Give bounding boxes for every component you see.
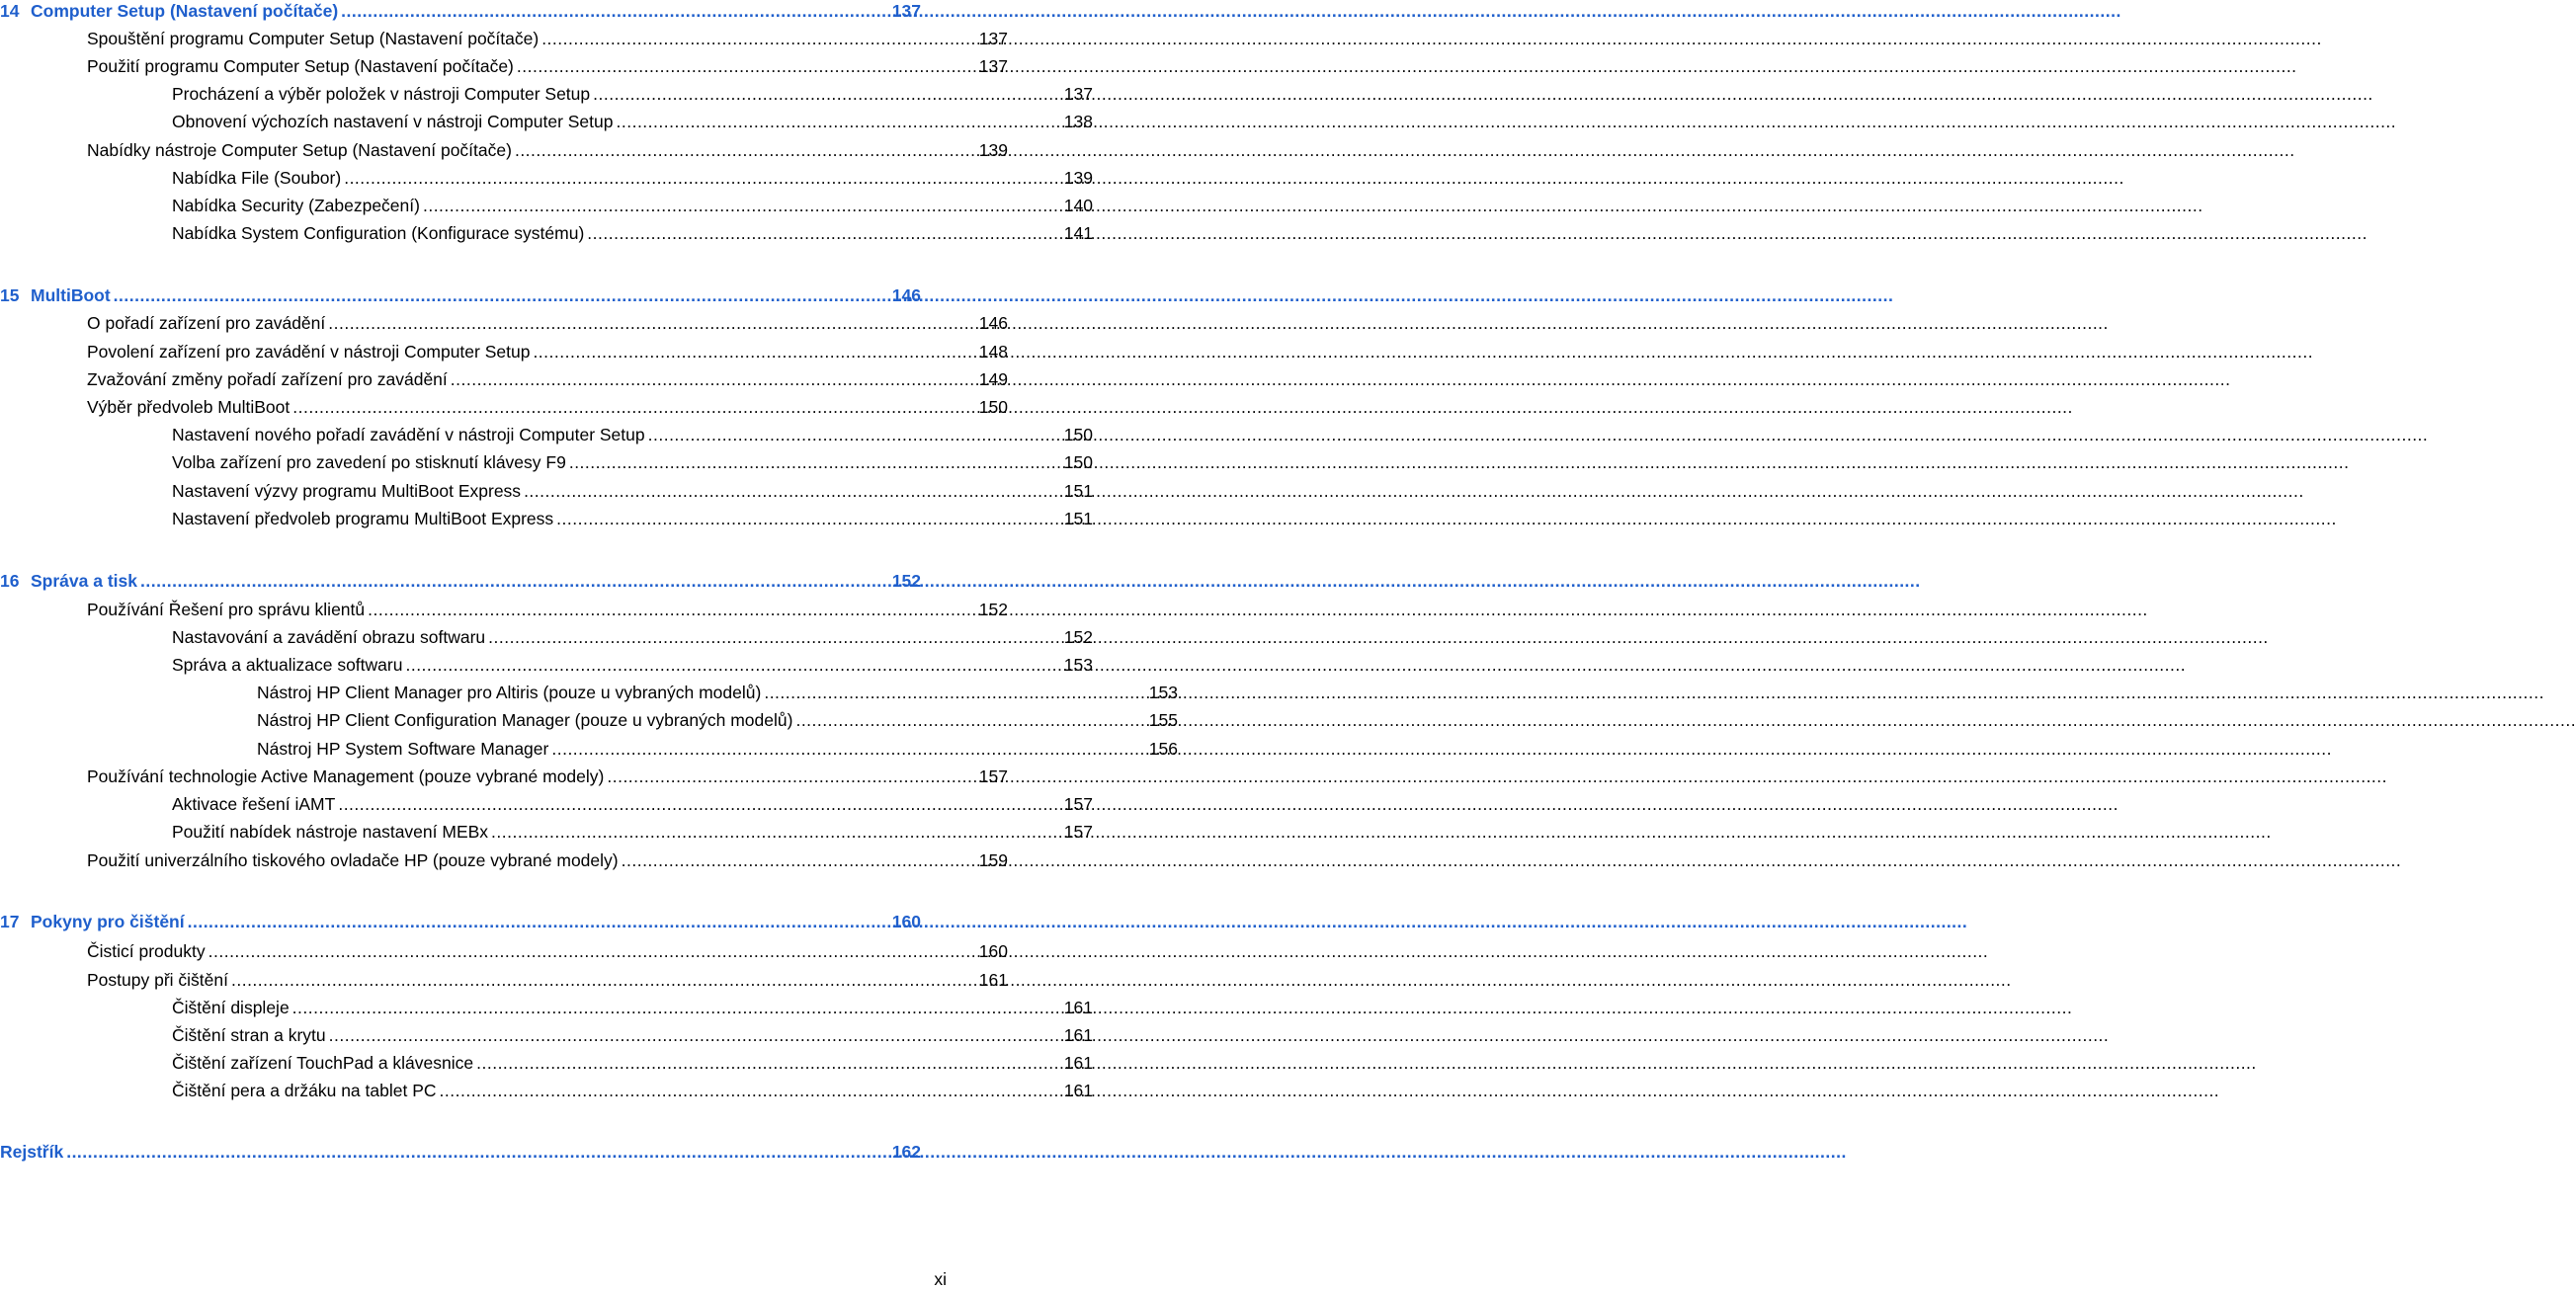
entry-title-text: Čištění pera a držáku na tablet PC [172,1081,437,1100]
toc-page-number: 141 [1063,223,1093,243]
toc-chapter-entry[interactable] [0,1141,921,1163]
toc-page-number: 151 [1063,509,1093,528]
toc-page-number: 161 [1063,1053,1093,1073]
dot-leader [405,654,1060,676]
dot-leader [524,480,1061,502]
toc-page-number: 146 [891,285,921,305]
toc-entry[interactable] [0,821,1093,843]
entry-title-text: Nastavení výzvy programu MultiBoot Express [172,481,522,501]
entry-title-text: Obnovení výchozích nastavení v nástroji Computer Setup [172,112,614,131]
toc-entry-title [257,738,551,760]
entry-title-text: Nastavování a zavádění obrazu softwaru [172,627,486,647]
chapter-number: 15 [0,285,20,305]
chapter-number: 16 [0,571,20,591]
toc-page-number: 156 [1148,739,1178,759]
entry-title-text: Zvažování změny pořadí zařízení pro zavádění [87,369,448,389]
entry-title-text: Povolení zařízení pro zavádění v nástroji Computer Setup [87,342,531,362]
toc-page-number: 139 [978,140,1008,160]
dot-leader [622,849,976,871]
entry-title-text: Nabídky nástroje Computer Setup (Nastavení počítače) [87,140,512,160]
dot-leader [476,1052,1061,1074]
dot-leader [515,139,976,161]
toc-entry-title [172,111,617,132]
entry-title-text: Nastavení předvoleb programu MultiBoot Express [172,509,554,528]
toc-entry[interactable] [0,738,1178,760]
toc-entry-title [87,341,533,363]
toc-chapter-entry[interactable] [0,911,921,932]
toc-entry[interactable] [0,849,1008,871]
toc-entry[interactable] [0,83,1093,105]
toc-entry-title [172,424,648,445]
toc-page-number: 137 [978,56,1008,76]
toc-entry[interactable] [0,997,1093,1018]
dot-leader [329,1024,1061,1046]
toc-entry[interactable] [0,451,1093,473]
toc-entry[interactable] [0,1080,1093,1101]
toc-entry[interactable] [0,969,1008,991]
toc-entry-title [87,766,607,787]
dot-leader [208,940,976,962]
toc-page-number: 152 [891,571,921,591]
dot-leader [593,83,1061,105]
toc-chapter-entry[interactable] [0,284,921,306]
toc-entry-title [87,396,292,418]
dot-leader [344,167,1061,189]
toc-entry-title [0,570,140,592]
dot-leader [551,738,1145,760]
toc-page-number: 150 [1063,452,1093,472]
toc-entry-title [172,508,556,529]
toc-entry-title [172,83,593,105]
toc-entry[interactable] [0,396,1008,418]
dot-leader [114,284,889,306]
entry-title-text: Procházení a výběr položek v nástroji Computer Setup [172,84,591,104]
toc-chapter-entry[interactable] [0,570,921,592]
entry-title-text: Nástroj HP Client Configuration Manager (pouze u vybraných modelů) [257,710,793,730]
toc-entry[interactable] [0,312,1008,334]
toc-entry[interactable] [0,28,1008,49]
toc-entry-title [172,654,405,676]
toc-entry-title [172,793,338,815]
toc-page-number: 148 [978,342,1008,362]
entry-title-text: Čištění displeje [172,998,290,1017]
entry-title-text: Rejstřík [0,1142,64,1162]
entry-title-text: Pokyny pro čištění [31,912,185,931]
toc-page-number: 161 [1063,998,1093,1017]
toc-entry-title [87,599,368,620]
dot-leader [338,793,1060,815]
toc-page-number: 140 [1063,196,1093,215]
dot-leader [569,451,1061,473]
entry-title-text: MultiBoot [31,285,111,305]
dot-leader [188,911,889,932]
toc-entry-title [172,451,569,473]
toc-entry-title [0,284,114,306]
toc-page-number: 152 [1063,627,1093,647]
toc-entry[interactable] [0,341,1008,363]
entry-title-text: Nabídka System Configuration (Konfigurace systému) [172,223,585,243]
dot-leader [292,997,1061,1018]
dot-leader [368,599,976,620]
toc-page-number: 162 [891,1142,921,1162]
toc-entry-title [87,849,622,871]
dot-leader [764,682,1145,703]
entry-title-text: Nástroj HP Client Manager pro Altiris (pouze u vybraných modelů) [257,683,762,702]
toc-entry-title [0,0,341,22]
dot-leader [617,111,1061,132]
toc-entry[interactable] [0,139,1008,161]
toc-entry[interactable] [0,167,1093,189]
dot-leader [140,570,889,592]
toc-entry[interactable] [0,368,1008,390]
entry-title-text: Čištění stran a krytu [172,1025,326,1045]
entry-title-text: Nastavení nového pořadí zavádění v nástroji Computer Setup [172,425,645,444]
dot-leader [541,28,976,49]
toc-page-number: 157 [1063,794,1093,814]
toc-entry-title [172,626,488,648]
toc-entry[interactable] [0,111,1093,132]
entry-title-text: Postupy při čištění [87,970,228,990]
dot-leader [292,396,976,418]
toc-page-number: 161 [1063,1025,1093,1045]
toc-entry-title [172,997,292,1018]
entry-title-text: Použití programu Computer Setup (Nastavení počítače) [87,56,514,76]
dot-leader [556,508,1061,529]
toc-entry-title [87,312,328,334]
toc-entry[interactable] [0,626,1093,648]
toc-entry[interactable] [0,195,1093,216]
toc-entry-title [0,1141,66,1163]
toc-page-number: 161 [978,970,1008,990]
toc-entry-title [87,940,208,962]
toc-chapter-entry[interactable] [0,0,921,22]
toc-entry-title [87,969,231,991]
entry-title-text: Čištění zařízení TouchPad a klávesnice [172,1053,474,1073]
entry-title-text: Nástroj HP System Software Manager [257,739,549,759]
toc-entry-title [87,28,541,49]
dot-leader [423,195,1061,216]
toc-entry[interactable] [0,766,1008,787]
entry-title-text: Čisticí produkty [87,941,206,961]
toc-page-number: 153 [1148,683,1178,702]
toc-entry-title [0,911,188,932]
toc-page-number: 157 [978,766,1008,786]
toc-page-number: 160 [891,912,921,931]
entry-title-text: Použití univerzálního tiskového ovladače HP (pouze vybrané modely) [87,850,619,870]
dot-leader [533,341,975,363]
entry-title-text: Používání technologie Active Management (pouze vybrané modely) [87,766,605,786]
toc-entry[interactable] [0,480,1093,502]
toc-entry[interactable] [0,424,1093,445]
dot-leader [231,969,976,991]
toc-entry[interactable] [0,709,1178,731]
toc-entry-title [172,195,423,216]
toc-entry-title [172,1080,440,1101]
toc-entry-title [172,480,524,502]
toc-page-number: 161 [1063,1081,1093,1100]
toc-entry[interactable] [0,508,1093,529]
toc-entry-title [87,139,515,161]
toc-entry[interactable] [0,55,1008,77]
toc-entry-title [257,709,795,731]
dot-leader [440,1080,1061,1101]
toc-page-number: 152 [978,600,1008,619]
entry-title-text: O pořadí zařízení pro zavádění [87,313,326,333]
entry-title-text: Nabídka File (Soubor) [172,168,342,188]
toc-entry[interactable] [0,222,1093,244]
dot-leader [328,312,976,334]
toc-page-number: 157 [1063,822,1093,842]
page-number: xi [934,1269,947,1289]
entry-title-text: Nabídka Security (Zabezpečení) [172,196,420,215]
dot-leader [66,1141,889,1163]
entry-title-text: Spouštění programu Computer Setup (Nastavení počítače) [87,29,540,48]
toc-page-number: 137 [891,1,921,21]
dot-leader [607,766,975,787]
toc-entry-title [172,1024,329,1046]
toc-entry[interactable] [0,654,1093,676]
dot-leader [341,0,889,22]
toc-entry[interactable] [0,793,1093,815]
entry-title-text: Volba zařízení pro zavedení po stisknutí klávesy F9 [172,452,566,472]
toc-page-number: 137 [1063,84,1093,104]
entry-title-text: Výběr předvoleb MultiBoot [87,397,291,417]
entry-title-text: Správa a aktualizace softwaru [172,655,403,675]
toc-page-number: 155 [1148,710,1178,730]
toc-page-number: 149 [978,369,1008,389]
toc-page-number: 159 [978,850,1008,870]
toc-entry[interactable] [0,1024,1093,1046]
toc-entry-title [257,682,764,703]
entry-title-text: Aktivace řešení iAMT [172,794,336,814]
dot-leader [488,626,1061,648]
entry-title-text: Computer Setup (Nastavení počítače) [31,1,339,21]
dot-leader [517,55,976,77]
toc-entry-title [87,368,451,390]
toc-page-number: 150 [1063,425,1093,444]
toc-entry[interactable] [0,940,1008,962]
toc-entry[interactable] [0,682,1178,703]
toc-page-number: 150 [978,397,1008,417]
toc-entry-title [172,222,587,244]
toc-page-number: 139 [1063,168,1093,188]
toc-page-number: 138 [1063,112,1093,131]
dot-leader [451,368,976,390]
toc-entry[interactable] [0,599,1008,620]
toc-page-number: 137 [978,29,1008,48]
toc-page-number: 151 [1063,481,1093,501]
toc-page-number: 153 [1063,655,1093,675]
dot-leader [491,821,1061,843]
toc-page-number: 146 [978,313,1008,333]
chapter-number: 14 [0,1,20,21]
chapter-number: 17 [0,912,20,931]
toc-page-number: 160 [978,941,1008,961]
toc-entry-title [87,55,517,77]
entry-title-text: Používání Řešení pro správu klientů [87,600,366,619]
entry-title-text: Použití nabídek nástroje nastavení MEBx [172,822,489,842]
toc-entry-title [172,821,491,843]
dot-leader [795,709,1145,731]
dot-leader [587,222,1061,244]
entry-title-text: Správa a tisk [31,571,137,591]
toc-entry[interactable] [0,1052,1093,1074]
toc-entry-title [172,167,344,189]
dot-leader [648,424,1061,445]
toc-entry-title [172,1052,476,1074]
